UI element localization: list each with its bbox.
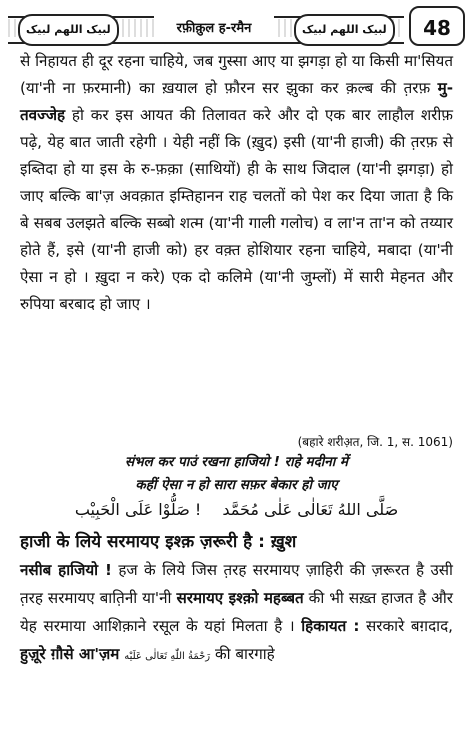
- page-header: [8, 6, 465, 46]
- text-c: की भी सख़्त हाजत है और येह सरमाया आशिक़ाने रसूल के यहां मिलता है ।: [20, 589, 453, 635]
- bold-d: हिकायत :: [301, 617, 360, 635]
- paragraph-1-bold: मु-तवज्जेह: [20, 79, 453, 124]
- paragraph-2: [20, 556, 453, 671]
- reference-citation: (बहारे शरीअ़त, जि. 1, स. 1061): [297, 435, 453, 449]
- lead-bold: नसीब हाजियो !: [20, 561, 112, 579]
- page-number: 48: [409, 6, 465, 46]
- text-e: सरकारे बग़दाद,: [359, 617, 453, 635]
- calligraphy-left: صَلُّوْا عَلَى الْحَبِيْب !: [74, 500, 202, 519]
- calligraphy-right: صَلَّى اللهُ تَعَالٰى عَلٰى مُحَمَّد: [222, 500, 399, 519]
- poem-line-1: संभल कर पाउं रखना हाजियो ! राहे मदीना में: [124, 454, 349, 470]
- arabic-honorific: رَحْمَةُ اللّٰهِ تَعَالٰى عَلَيْه: [124, 651, 211, 662]
- poem-line-2: कहीं ऐसा न हो सारा सफ़र बेकार हो जाए: [135, 477, 338, 493]
- running-title: रफ़ीक़ुल ह-रमैन: [154, 16, 274, 42]
- section-2: [20, 556, 453, 671]
- calligraphy-line: [0, 500, 473, 519]
- text-a: हज के लिये जिस त़रह सरमायए ज़ाहिरी की ज़रूरत है उसी त़रह सरमायए बात़िनी या'नी: [20, 561, 453, 607]
- header-badge-left: لبیک اللهم لبیک: [18, 14, 119, 46]
- bold-b: सरमायए इश्क़ो महब्बत: [176, 589, 304, 607]
- bold-f: हुज़ूरे ग़ौसे आ'ज़म: [20, 645, 120, 663]
- main-text: [20, 48, 453, 318]
- section-heading: हाजी के लिये सरमायए इश्क़ ज़रूरी है : ख़ुश: [20, 532, 297, 552]
- paragraph-1-text: से निहायत ही दूर रहना चाहिये, जब गुस्सा आए या झगड़ा हो या किसी मा'सियत (या'नी ना फ़रमानी) का ख़याल हो फ़ौरन सर झुका कर क़ल्ब की त़रफ़ मु-तवज्जेह हो कर इस आयत की तिलावत करे और दो एक बार लाहौल शरीफ़ पढ़े, येह बात जाती रहेगी । येही नहीं कि (ख़ुद) इसी (या'नी हाजी) की त़रफ़ से इब्तिदा हो या इस के रु-फ़क़ा (साथियों) ही के साथ जिदाल (या'नी झगड़ा) हो जाए बल्कि बा'ज़ अवक़ात इम्तिहानन राह चलतों को पेश कर दिया जाता है कि बे सबब उलझते बल्कि सब्बो शत्म (या'नी गाली गलोच) व ला'न ता'न को तय्यार होते हैं, इसे (या'नी हाजी को) हर वक़्त होशियार रहना चाहिये, मबादा (या'नी ऐसा न हो । ख़ुदा न करे) एक दो कलिमे (या'नी जुम्लों) में सारी मेहनत और रुपिया बरबाद हो जाए ।: [20, 52, 453, 313]
- header-badge-right: لبیک اللهم لبیک: [294, 14, 395, 46]
- text-g: की बारगाहे: [210, 645, 275, 663]
- paragraph-1: [20, 48, 453, 318]
